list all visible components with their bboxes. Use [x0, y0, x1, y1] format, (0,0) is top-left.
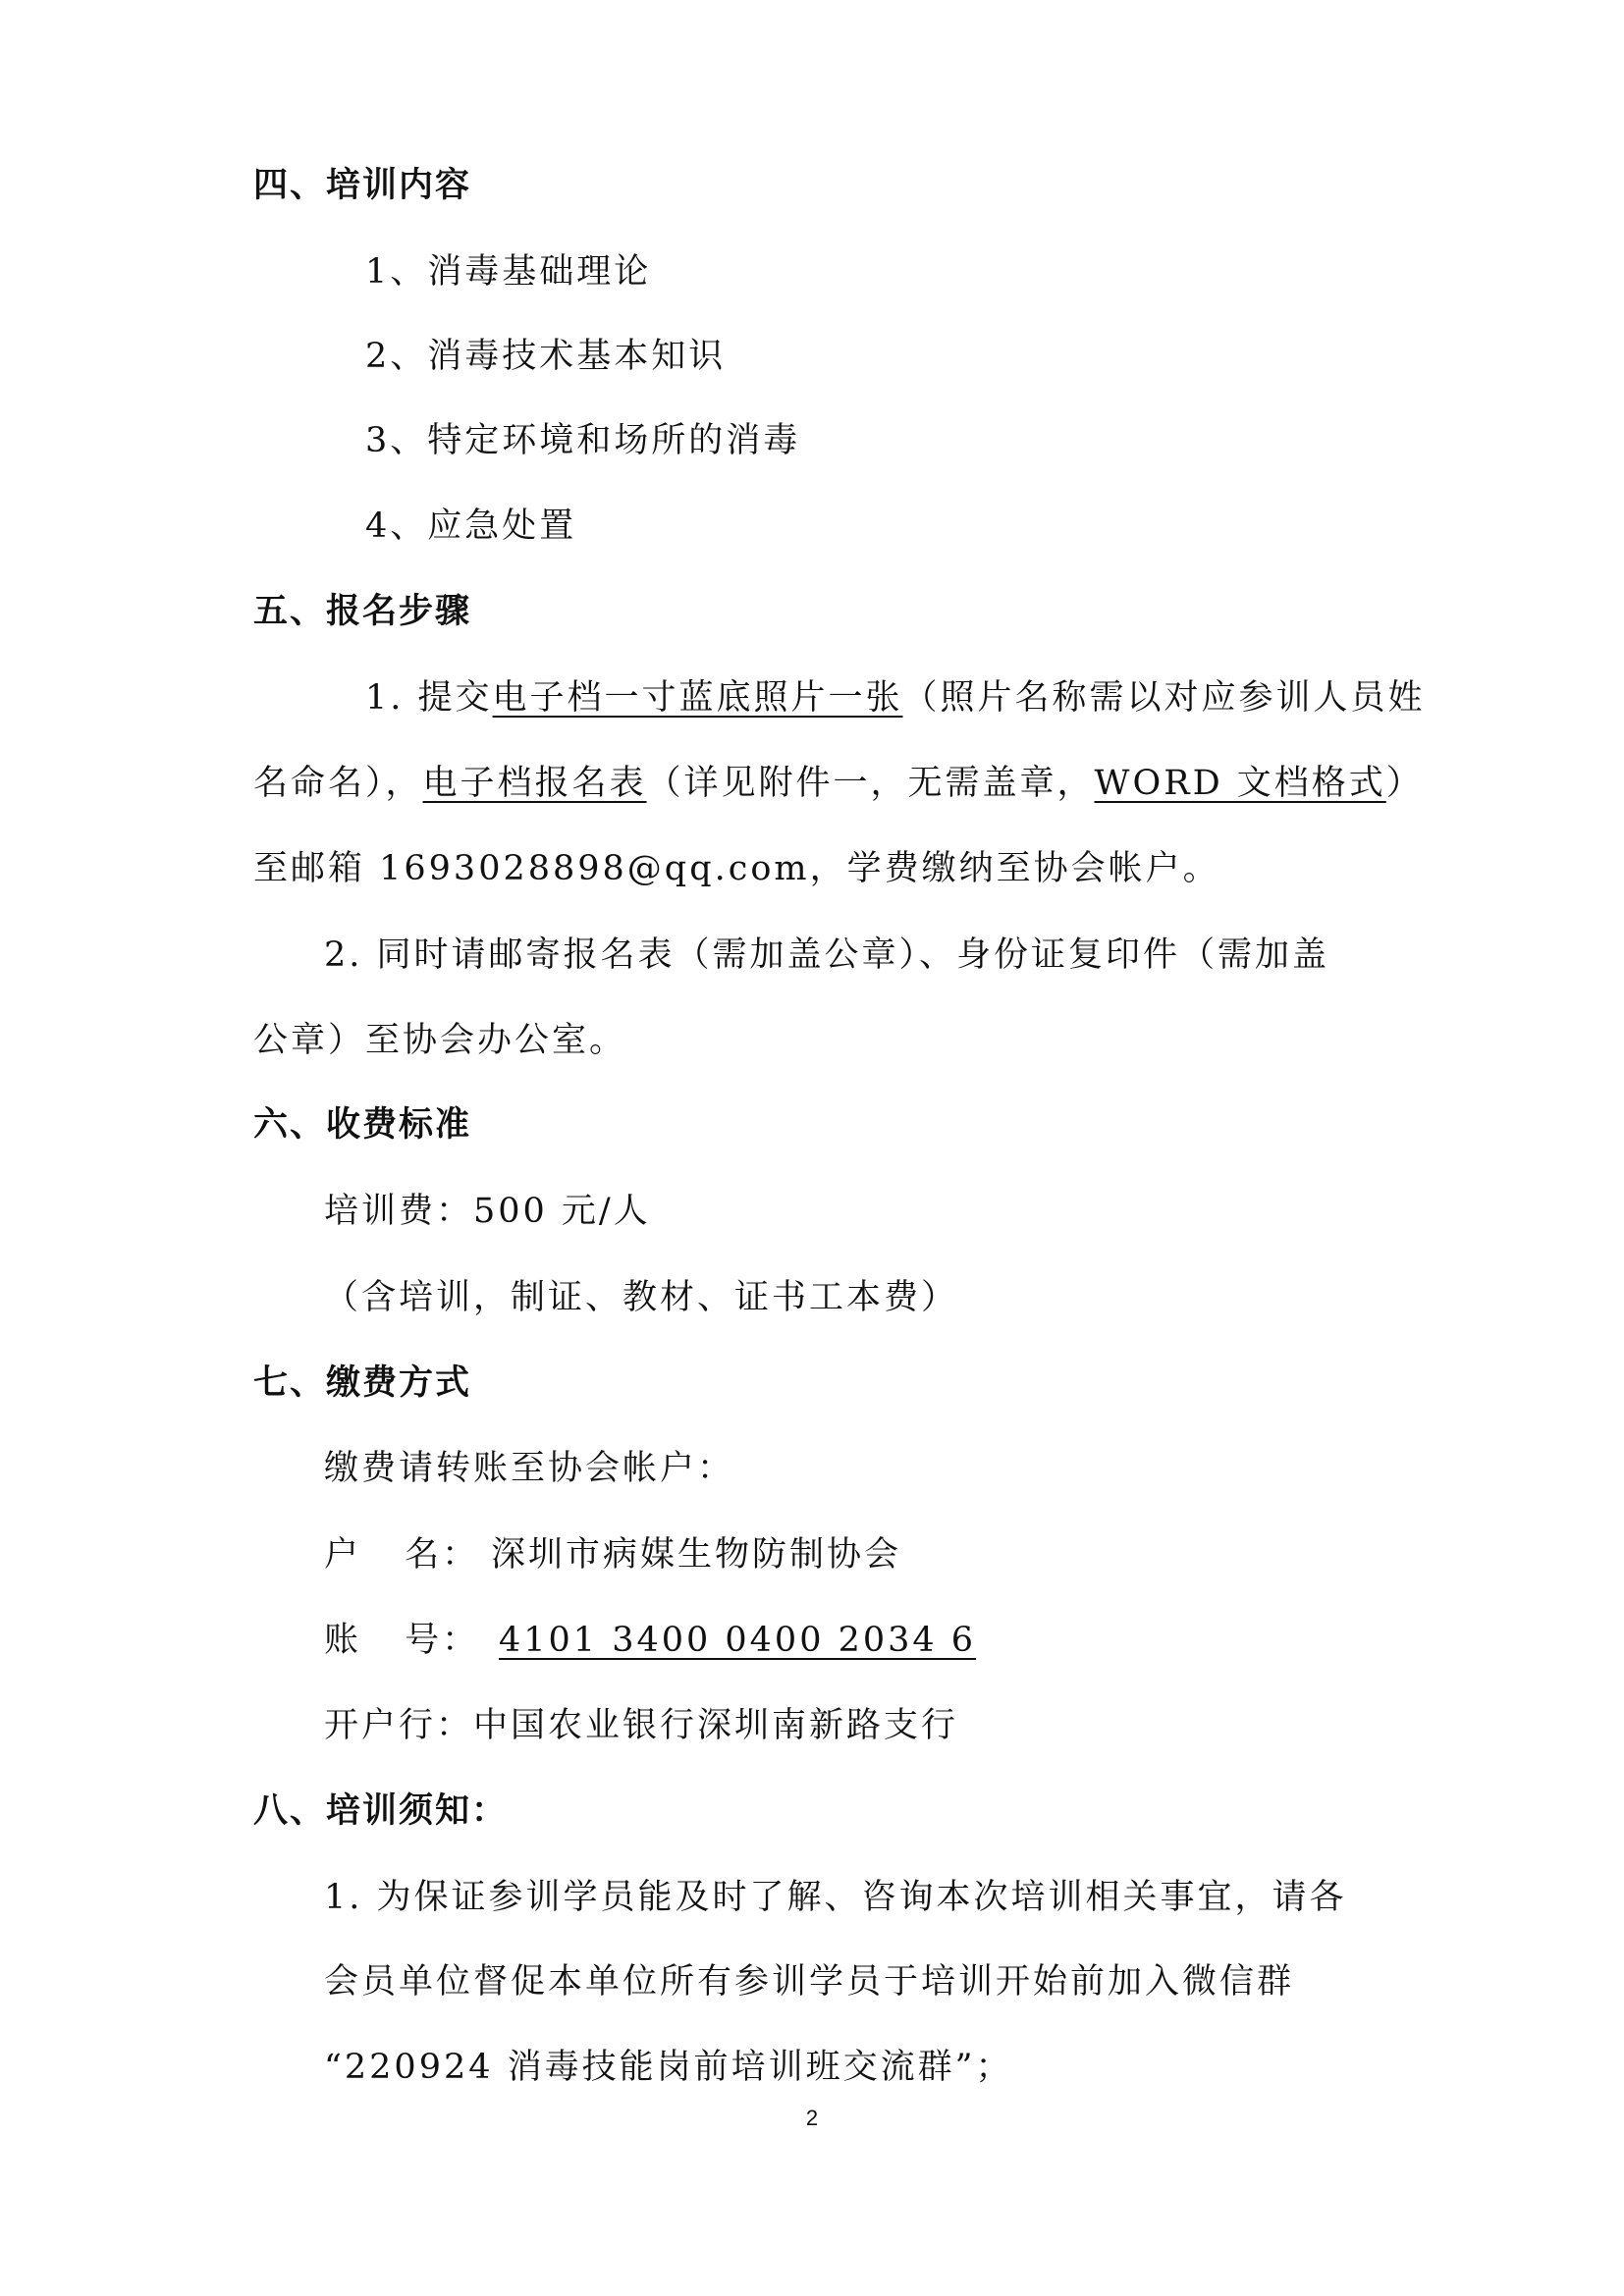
- paragraph-line: [253, 761, 1424, 806]
- section-heading-registration: 五、报名步骤: [253, 592, 472, 631]
- bank-value: 中国农业银行深圳南新路支行: [473, 1706, 959, 1745]
- section-heading-payment: 七、缴费方式: [253, 1363, 472, 1403]
- paragraph-line-email: 至邮箱 1693028898@qq.com，学费缴纳至协会帐户。: [253, 849, 1220, 888]
- account-name-label: 户 名：: [324, 1535, 480, 1575]
- paragraph-line: 2. 同时请邮寄报名表（需加盖公章）、身份证复印件（需加盖: [324, 935, 1330, 975]
- list-item: 1、消毒基础理论: [365, 252, 652, 292]
- paragraph-line: 会员单位督促本单位所有参训学员于培训开始前加入微信群: [324, 1962, 1295, 2002]
- payment-intro: 缴费请转账至协会帐户：: [324, 1449, 735, 1488]
- list-item: 4、应急处置: [365, 507, 577, 546]
- section-heading-training-content: 四、培训内容: [253, 166, 472, 205]
- text-span: 名命名），: [253, 764, 423, 803]
- account-number-row: [324, 1618, 976, 1663]
- paragraph-line-wechat-group: “220924 消毒技能岗前培训班交流群”；: [324, 2048, 1013, 2087]
- text-span: （照片名称需以对应参训人员姓: [902, 678, 1426, 718]
- underlined-registration-form: 电子档报名表: [422, 764, 647, 803]
- bank-label: 开户行：: [324, 1706, 474, 1745]
- account-name-value: 深圳市病媒生物防制协会: [491, 1535, 902, 1575]
- account-name-row: [324, 1532, 901, 1577]
- text-span: ）: [1385, 764, 1424, 803]
- fee-note: （含培训，制证、教材、证书工本费）: [324, 1278, 959, 1317]
- fee-amount: 培训费：500 元/人: [324, 1192, 651, 1231]
- list-item: 3、特定环境和场所的消毒: [365, 421, 801, 460]
- underlined-word-format: WORD 文档格式: [1094, 764, 1386, 803]
- paragraph-line: 1. 为保证参训学员能及时了解、咨询本次培训相关事宜，请各: [324, 1878, 1347, 1917]
- text-span: （详见附件一，无需盖章，: [646, 764, 1095, 803]
- section-heading-fees: 六、收费标准: [253, 1105, 472, 1145]
- paragraph-line: 公章）至协会办公室。: [253, 1021, 627, 1060]
- underlined-photo-requirement: 电子档一寸蓝底照片一张: [492, 678, 903, 718]
- bank-row: [324, 1703, 958, 1748]
- account-number-value: 4101 3400 0400 2034 6: [499, 1621, 977, 1660]
- list-item: 2、消毒技术基本知识: [365, 337, 727, 376]
- account-number-label: 账 号：: [324, 1621, 480, 1660]
- paragraph-line: [365, 675, 1426, 721]
- text-span: 1. 提交: [365, 678, 493, 718]
- section-heading-notes: 八、培训须知：: [253, 1791, 509, 1831]
- page-number: 2: [805, 2106, 819, 2130]
